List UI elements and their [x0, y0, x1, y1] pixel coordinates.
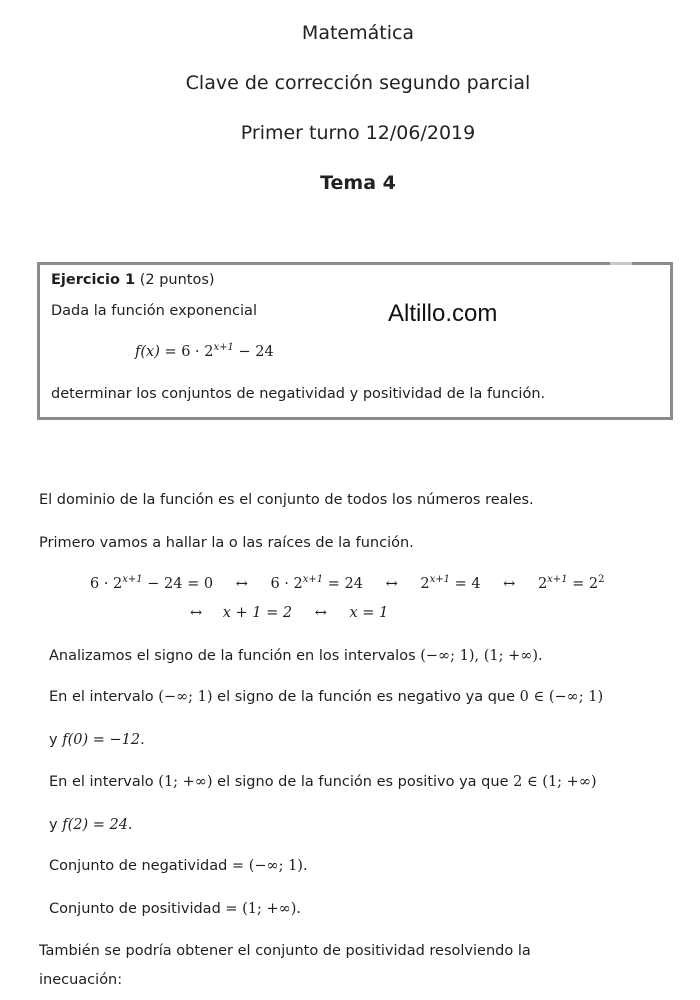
exercise-points: (2 puntos): [139, 272, 215, 288]
formula-exp: x+1: [213, 342, 234, 353]
iff-symbol: ↔: [235, 576, 248, 592]
eq1-part3: $2^{x+1} = 4$: [420, 574, 481, 592]
positive-evaluation: y f(2) = 24.: [49, 817, 133, 833]
exercise-task: determinar los conjuntos de negatividad y positividad de la función.: [51, 386, 546, 402]
eq2-part1: x + 1 = 2: [222, 605, 293, 621]
exercise-statement: Dada la función exponencial: [51, 303, 257, 319]
eq1-part2: $6 \cdot 2^{x+1} = 24$: [270, 574, 363, 592]
eq1-part4: $2^{x+1} = 2^2$: [537, 574, 605, 592]
solution-domain: El dominio de la función es el conjunto de todos los números reales.: [39, 492, 534, 508]
watermark: Altillo.com: [388, 300, 498, 327]
exercise-title: Ejercicio 1: [51, 272, 136, 288]
formula-rhs-a: = 6 · 2: [164, 344, 214, 360]
alternative-method-text: También se podría obtener el conjunto de positividad resolviendo la: [39, 943, 531, 959]
solution-roots-intro: Primero vamos a hallar la o las raíces de la función.: [39, 535, 414, 551]
formula-rhs-b: − 24: [233, 344, 274, 360]
eq2-part2: x = 1: [349, 605, 389, 621]
iff-symbol: ↔: [314, 605, 327, 621]
alternative-method-text-cont: inecuación:: [39, 972, 123, 988]
formula-lhs: f(x): [135, 344, 160, 360]
positive-interval-text: En el intervalo (1; +∞) el signo de la función es positivo ya que 2 ∈ (1; +∞): [49, 774, 597, 790]
iff-symbol: ↔: [503, 576, 516, 592]
exam-title: Clave de corrección segundo parcial: [185, 72, 531, 94]
box-tick-mark: [610, 262, 632, 265]
negative-interval-text: En el intervalo (−∞; 1) el signo de la función es negativo ya que 0 ∈ (−∞; 1): [49, 689, 604, 705]
negativity-set: Conjunto de negatividad = (−∞; 1).: [49, 858, 308, 874]
exercise-heading: [51, 272, 215, 288]
iff-symbol: ↔: [190, 605, 203, 621]
exercise-formula: [135, 344, 274, 360]
positivity-set: Conjunto de positividad = (1; +∞).: [49, 901, 302, 917]
equation-line-1: [90, 576, 605, 592]
exam-date: Primer turno 12/06/2019: [240, 122, 476, 144]
equation-line-2: [190, 605, 388, 621]
subject-title: Matemática: [301, 22, 415, 44]
topic-title: Tema 4: [320, 172, 396, 194]
eq1-part1: $6 \cdot 2^{x+1} - 24 = 0$: [90, 574, 214, 592]
sign-analysis-intro: Analizamos el signo de la función en los intervalos (−∞; 1), (1; +∞).: [49, 648, 543, 664]
negative-evaluation: y f(0) = −12.: [49, 732, 145, 748]
iff-symbol: ↔: [385, 576, 398, 592]
